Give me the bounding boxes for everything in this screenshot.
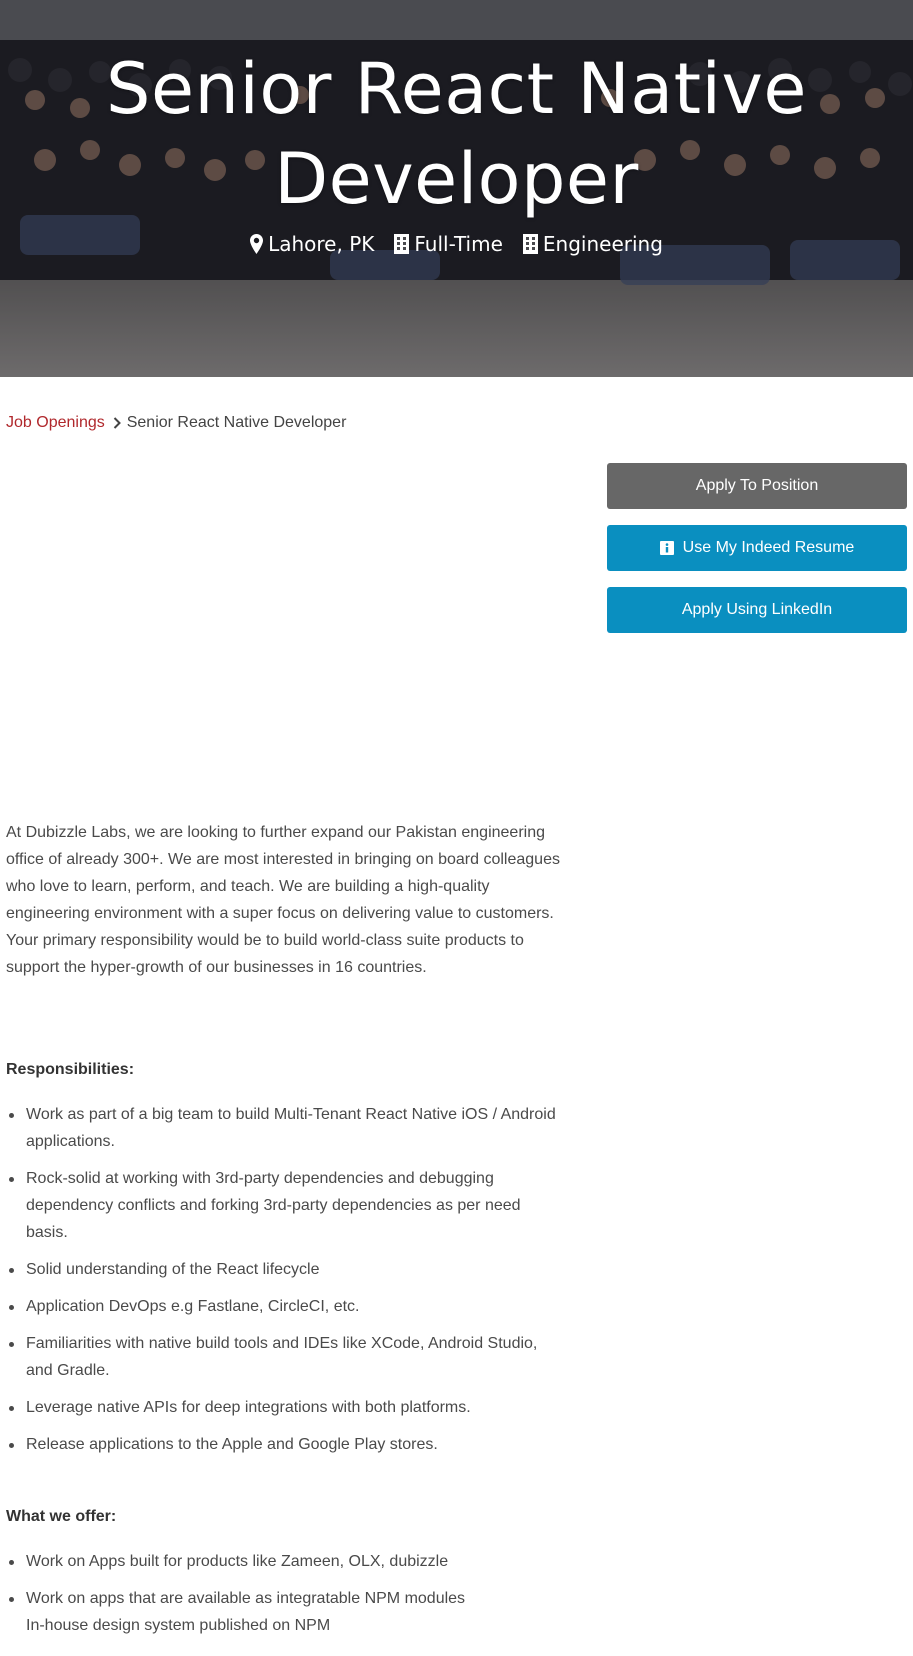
hero-banner [0, 0, 913, 377]
job-title-line-2: Developer [274, 138, 639, 220]
map-marker-icon [250, 234, 263, 254]
job-location-text: Lahore, PK [268, 232, 375, 256]
list-item: Leverage native APIs for deep integrations with both platforms. [6, 1394, 566, 1421]
list-item: Work as part of a big team to build Multi-Tenant React Native iOS / Android applications. [6, 1101, 566, 1155]
chevron-right-icon [113, 417, 121, 429]
indeed-resume-button[interactable] [607, 525, 907, 571]
offer-list [6, 1548, 566, 1649]
job-title [0, 44, 913, 224]
job-location [250, 232, 374, 256]
apply-to-position-label: Apply To Position [695, 477, 819, 494]
list-item: Work on apps that are available as integratable NPM modules [6, 1585, 566, 1612]
job-description [6, 819, 566, 1634]
job-department [523, 232, 663, 256]
linkedin-apply-label: Apply Using LinkedIn [681, 601, 833, 618]
indeed-icon [660, 541, 674, 555]
list-item: Work on Apps built for products like Zameen, OLX, dubizzle [6, 1548, 566, 1575]
list-item: Rock-solid at working with 3rd-party dependencies and debugging dependency conflicts and forking 3rd-party dependencies as per need basis. [6, 1165, 566, 1246]
list-item: Familiarities with native build tools and IDEs like XCode, Android Studio, and Gradle. [6, 1330, 566, 1384]
list-item: In-house design system published on NPM [26, 1617, 331, 1634]
indeed-resume-label: Use My Indeed Resume [682, 539, 855, 556]
list-item: Solid understanding of the React lifecycle [6, 1256, 566, 1283]
breadcrumb-current: Senior React Native Developer [126, 414, 347, 431]
offer-heading: What we offer: [6, 1508, 117, 1525]
breadcrumb-job-openings-link[interactable]: Job Openings [6, 414, 105, 431]
intro-paragraph: At Dubizzle Labs, we are looking to further expand our Pakistan engineering office of already 300+. We are most interested in bringing on board colleagues who love to learn, perform, and teach. We are building a high-quality engineering environment with a super focus on delivering value to customers. Your primary responsibility would be to build world-class suite products to support the hyper-growth of our businesses in 16 countries. [6, 824, 560, 976]
responsibilities-list [6, 1101, 566, 1468]
apply-to-position-button[interactable] [607, 463, 907, 509]
job-department-text: Engineering [542, 232, 663, 256]
building-icon [523, 234, 538, 254]
list-item: Release applications to the Apple and Google Play stores. [6, 1431, 566, 1458]
responsibilities-heading: Responsibilities: [6, 1061, 135, 1078]
apply-panel [607, 463, 907, 649]
breadcrumb [6, 414, 346, 432]
building-icon [394, 234, 409, 254]
job-meta [0, 232, 913, 256]
linkedin-apply-button[interactable] [607, 587, 907, 633]
job-title-line-1: Senior React Native [106, 48, 807, 130]
job-type [394, 232, 503, 256]
job-type-text: Full-Time [414, 232, 503, 256]
list-item: Application DevOps e.g Fastlane, CircleCI, etc. [6, 1293, 566, 1320]
